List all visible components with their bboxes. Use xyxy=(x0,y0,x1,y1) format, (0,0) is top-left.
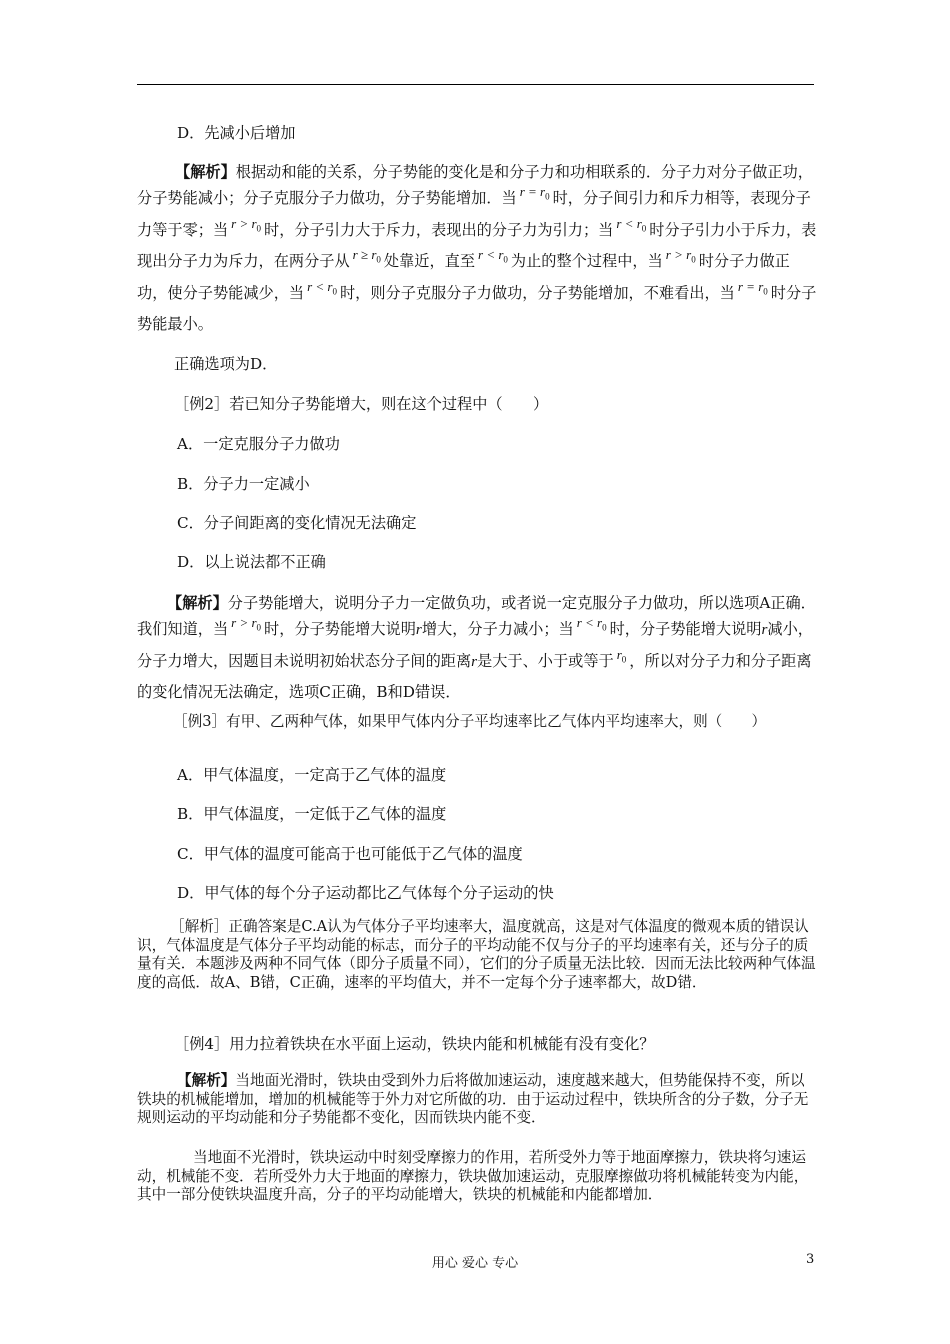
formula-r-gt-r0: $r > r_0$ xyxy=(665,247,696,265)
analysis-tag: 【解析】 xyxy=(175,163,236,181)
analysis-1: 【解析】根据动和能的关系，分子势能的变化是和分子力和功相联系的．分子力对分子做正功，分子势能减小；分子克服分子力做功，分子势能增加．当 $r = r_0$ 时，分子间引力和斥力相等，表现分子力等于零；当 $r > r_0$ 时，分子引力大于斥力，表现出的分子力为引力；当 $r < r_0$ 时分子引力小于斥力，表现出分子力为斥力，在两分子从 $r \ge r_0$ 处靠近，直至 $r < r_0$ 为止的整个过程中，当 $r > r_0$ 时分子力做正功，使分子势能减少，当 $r < r_0$ 时，则分子克服分子力做功，分子势能增加，不难看出，当 $r = r_0$ 时分子势能最小。 xyxy=(137,163,817,334)
answer-1: 正确选项为D． xyxy=(174,355,278,373)
formula-r-lt-r0: $r < r_0$ xyxy=(616,215,647,234)
analysis-4-p1: 【解析】当地面光滑时，铁块由受到外力后将做加速运动，速度越来越大，但势能保持不变，所以铁块的机械能增加，增加的机械能等于外力对它所做的功．由于运动过程中，铁块所含的分子数，分子无规则运动的平均动能和分子势能都不变化，因而铁块内能不变． xyxy=(137,1072,809,1126)
analysis-3: ［解析］正确答案是C.A认为气体分子平均速率大，温度就高，这是对气体温度的微观本质的错误认识，气体温度是气体分子平均动能的标志，而分子的平均动能不仅与分子的平均速率有关，还与分子的质量有关．本题涉及两种不同气体（即分子质量不同），它们的分子质量无法比较．因而无法比较两种气体温度的高低．故A、B错，C正确，速率的平均值大，并不一定每个分子速率都大，故D错． xyxy=(137,918,816,991)
formula-r-eq-r0: $r = r_0$ xyxy=(737,278,768,297)
example-3-option-d: D．甲气体的每个分子运动都比乙气体每个分子运动的快 xyxy=(177,884,554,902)
formula-r-eq-r0: $r = r_0$ xyxy=(519,184,550,202)
formula-r-gt-r0: $r > r_0$ xyxy=(231,215,262,234)
example-2-option-d: D．以上说法都不正确 xyxy=(177,553,326,571)
example-3-question: ［例3］有甲、乙两种气体，如果甲气体内分子平均速率比乙气体内平均速率大，则（ ） xyxy=(173,713,767,730)
example-4-question: ［例4］用力拉着铁块在水平面上运动，铁块内能和机械能有没有变化？ xyxy=(174,1035,655,1053)
example-3-option-c: C．甲气体的温度可能高于也可能低于乙气体的温度 xyxy=(177,845,523,863)
example-2-option-c: C．分子间距离的变化情况无法确定 xyxy=(177,514,417,532)
analysis-tag: 【解析】 xyxy=(167,594,228,612)
header-rule xyxy=(137,84,814,85)
analysis-tag: 【解析】 xyxy=(177,1072,236,1089)
page-number: 3 xyxy=(806,1252,815,1267)
page-footer: 用心 爱心 专心 xyxy=(431,1256,519,1271)
option-d-prev: D．先减小后增加 xyxy=(177,124,296,142)
example-2-option-a: A．一定克服分子力做功 xyxy=(177,435,340,453)
example-3-option-b: B．甲气体温度，一定低于乙气体的温度 xyxy=(177,805,447,823)
example-3-option-a: A．甲气体温度，一定高于乙气体的温度 xyxy=(177,766,447,784)
formula-r-lt-r0: $r < r_0$ xyxy=(478,247,508,265)
analysis-4-p2: 当地面不光滑时，铁块运动中时刻受摩擦力的作用，若所受外力等于地面摩擦力，铁块将匀速运动，机械能不变．若所受外力大于地面的摩擦力，铁块做加速运动，克服摩擦做功将机械能转变为内能，其中一部分使铁块温度升高，分子的平均动能增大，铁块的机械能和内能都增加． xyxy=(137,1149,809,1203)
formula-r-lt-r0: $r < r_0$ xyxy=(307,278,337,297)
formula-r-gt-r0: $r > r_0$ xyxy=(231,615,262,633)
example-2-option-b: B．分子力一定减小 xyxy=(177,475,310,493)
formula-r-ge-r0: $r \ge r_0$ xyxy=(352,247,381,265)
analysis-2: 【解析】分子势能增大，说明分子力一定做负功，或者说一定克服分子力做功，所以选项A正确．我们知道，当 $r > r_0$ 时，分子势能增大说明r增大，分子力减小；当 $r < r_0$ 时，分子势能增大说明r减小，分子力增大，因题目未说明初始状态分子间的距离r是大于、小于或等于 $r_0$ ，所以对分子力和分子距离的变化情况无法确定，选项C正确，B和D错误． xyxy=(137,594,816,702)
formula-r-lt-r0: $r < r_0$ xyxy=(576,615,607,633)
formula-r0: $r_0$ xyxy=(616,646,627,665)
example-2-question: ［例2］若已知分子势能增大，则在这个过程中（ ） xyxy=(174,395,549,413)
